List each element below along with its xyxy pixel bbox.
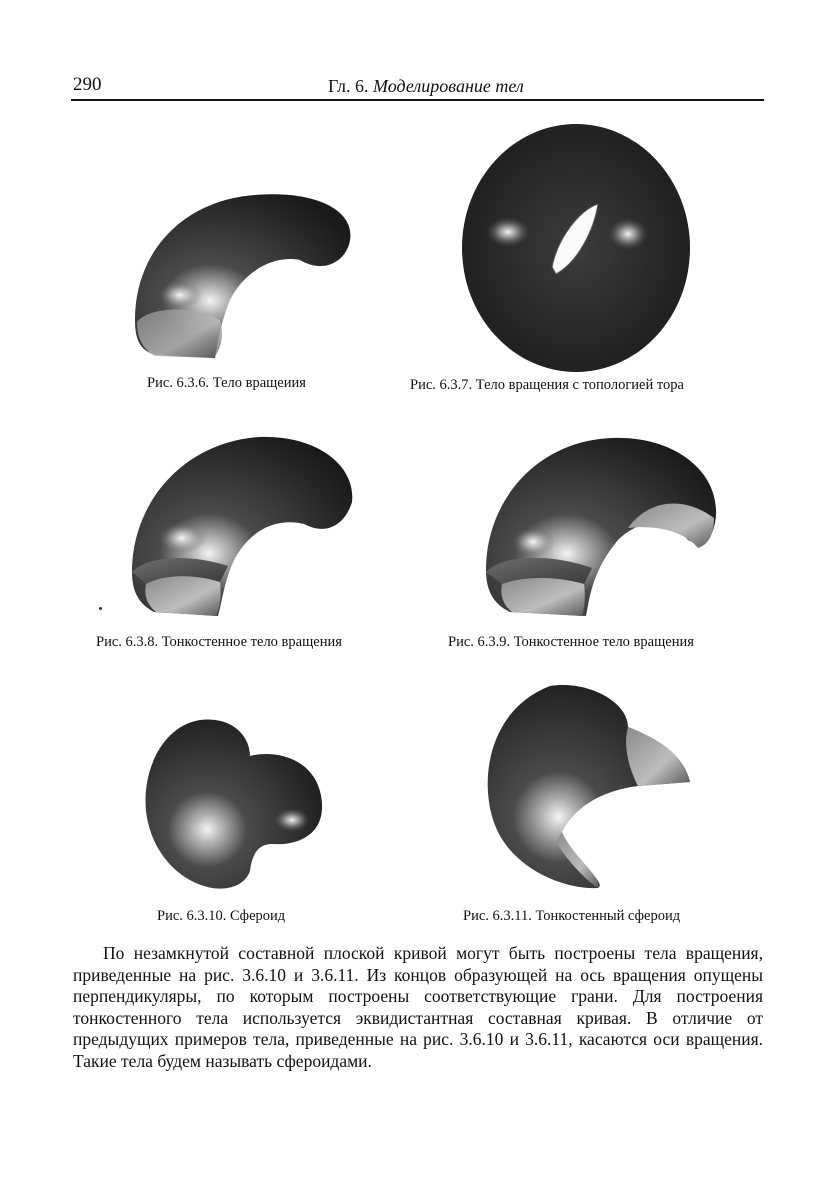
- figure-6-3-6: [125, 180, 360, 365]
- figure-caption: Рис. 6.3.6. Тело вращеиия: [147, 375, 306, 391]
- figure-6-3-8: [124, 432, 360, 622]
- stray-mark: [99, 607, 102, 610]
- figure-6-3-9: [478, 430, 723, 622]
- figure-caption: Рис. 6.3.7. Тело вращения с топологией тора: [410, 377, 684, 393]
- figure-6-3-11: [478, 682, 693, 892]
- figure-caption: Рис. 6.3.9. Тонкостенное тело вращения: [448, 634, 694, 650]
- chapter-title: Моделирование тел: [373, 76, 524, 96]
- body-text: [73, 943, 763, 1072]
- header-rule: [71, 99, 764, 101]
- figure-caption: Рис. 6.3.8. Тонкостенное тело вращения: [96, 634, 342, 650]
- running-head: [328, 76, 524, 97]
- figure-caption: Рис. 6.3.10. Сфероид: [157, 908, 286, 924]
- page-number: 290: [73, 74, 102, 95]
- paragraph: По незамкнутой составной плоской кривой могут быть построены тела вращения, приведенные на рис. 3.6.10 и 3.6.11. Из концов образующей на ось вращения опущены перпендикуляры, по которым построены соответствующие грани. Для построения тонкостенного тела используется эквидистантная составная кривая. В отличие от предыдущих примеров тела, приведенные на рис. 3.6.10 и 3.6.11, касаются оси вращения. Такие тела будем называть сфероидами.: [73, 943, 763, 1071]
- figure-caption: Рис. 6.3.11. Тонкостенный сфероид: [463, 908, 681, 924]
- figure-6-3-7: [460, 122, 692, 376]
- figure-6-3-10: [142, 716, 332, 892]
- chapter-number: Гл. 6.: [328, 76, 369, 96]
